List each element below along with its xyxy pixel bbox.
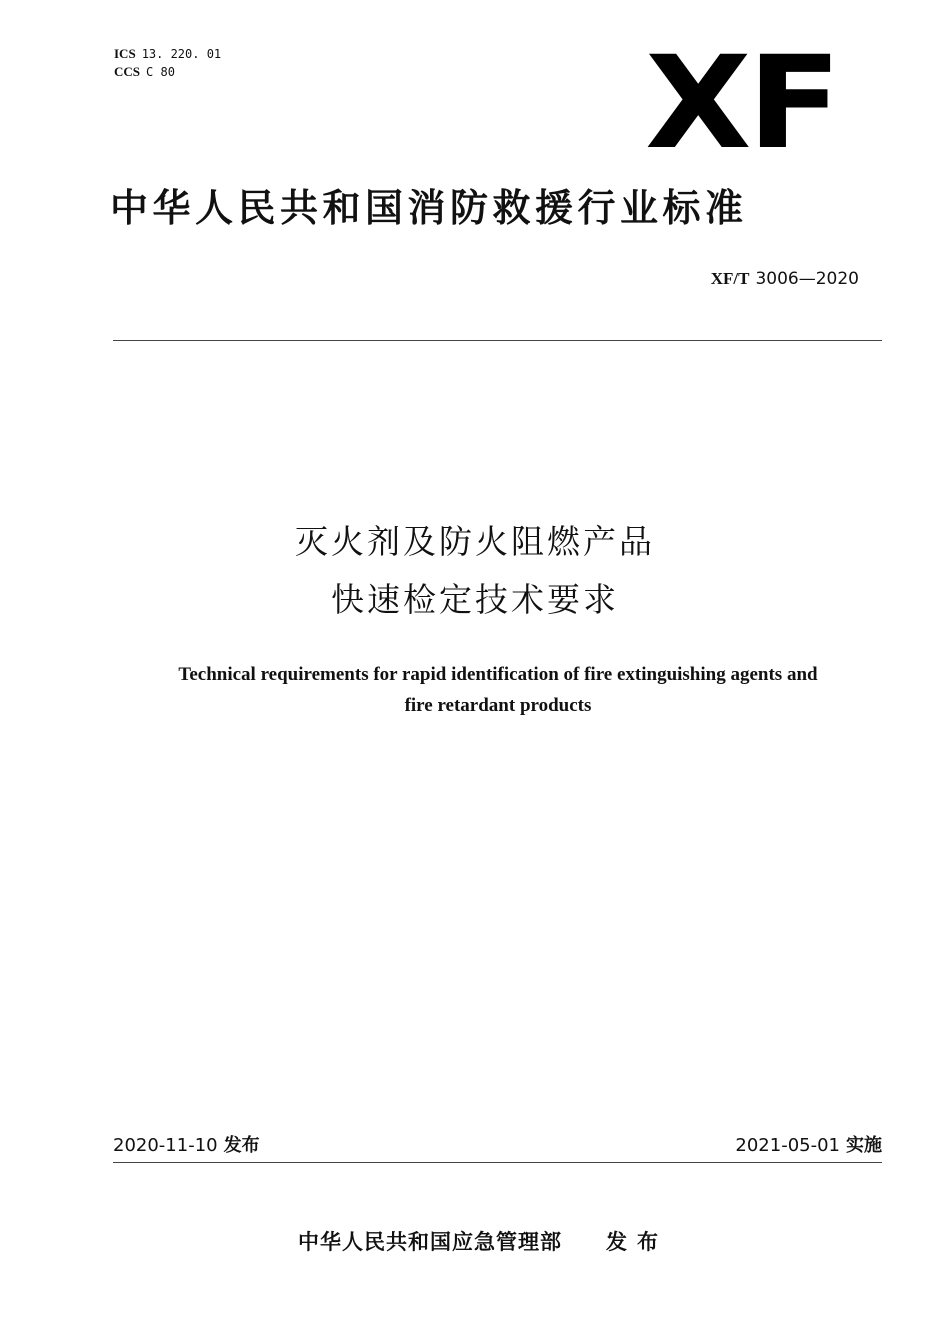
ics-label: ICS xyxy=(114,46,136,61)
ccs-value: C 80 xyxy=(146,65,175,79)
ccs-label: CCS xyxy=(114,64,141,79)
classification-codes xyxy=(114,45,221,81)
bottom-divider xyxy=(113,1162,882,1163)
standard-category-title: 中华人民共和国消防救援行业标准 xyxy=(110,186,748,230)
xf-logo: XF xyxy=(645,29,838,178)
implementation-label: 实施 xyxy=(846,1135,882,1156)
implementation-date: 2021-05-01 xyxy=(735,1135,840,1156)
issue-date: 2020-11-10 xyxy=(113,1135,218,1156)
chinese-title-line-2: 快速检定技术要求 xyxy=(331,580,619,619)
standard-number-value: 3006—2020 xyxy=(755,269,859,289)
standard-number-prefix: XF/T xyxy=(710,269,750,288)
english-title-line-1: Technical requirements for rapid identification of fire extinguishing agents and xyxy=(178,664,818,685)
issue-label: 发布 xyxy=(223,1135,260,1156)
top-divider xyxy=(113,340,882,341)
ics-row xyxy=(114,45,221,63)
standard-number xyxy=(711,266,859,292)
issuer-name: 中华人民共和国应急管理部 xyxy=(298,1230,562,1254)
implementation-date-block xyxy=(735,1132,882,1160)
english-title xyxy=(110,659,886,721)
issue-date-block xyxy=(113,1132,260,1160)
ccs-row xyxy=(114,63,221,81)
english-title-line-2: fire retardant products xyxy=(404,695,592,716)
issuer-line xyxy=(298,1226,668,1258)
issuer-action: 发布 xyxy=(606,1230,668,1254)
ics-value: 13. 220. 01 xyxy=(141,47,222,61)
chinese-title-line-1: 灭火剂及防火阻燃产品 xyxy=(295,522,655,561)
